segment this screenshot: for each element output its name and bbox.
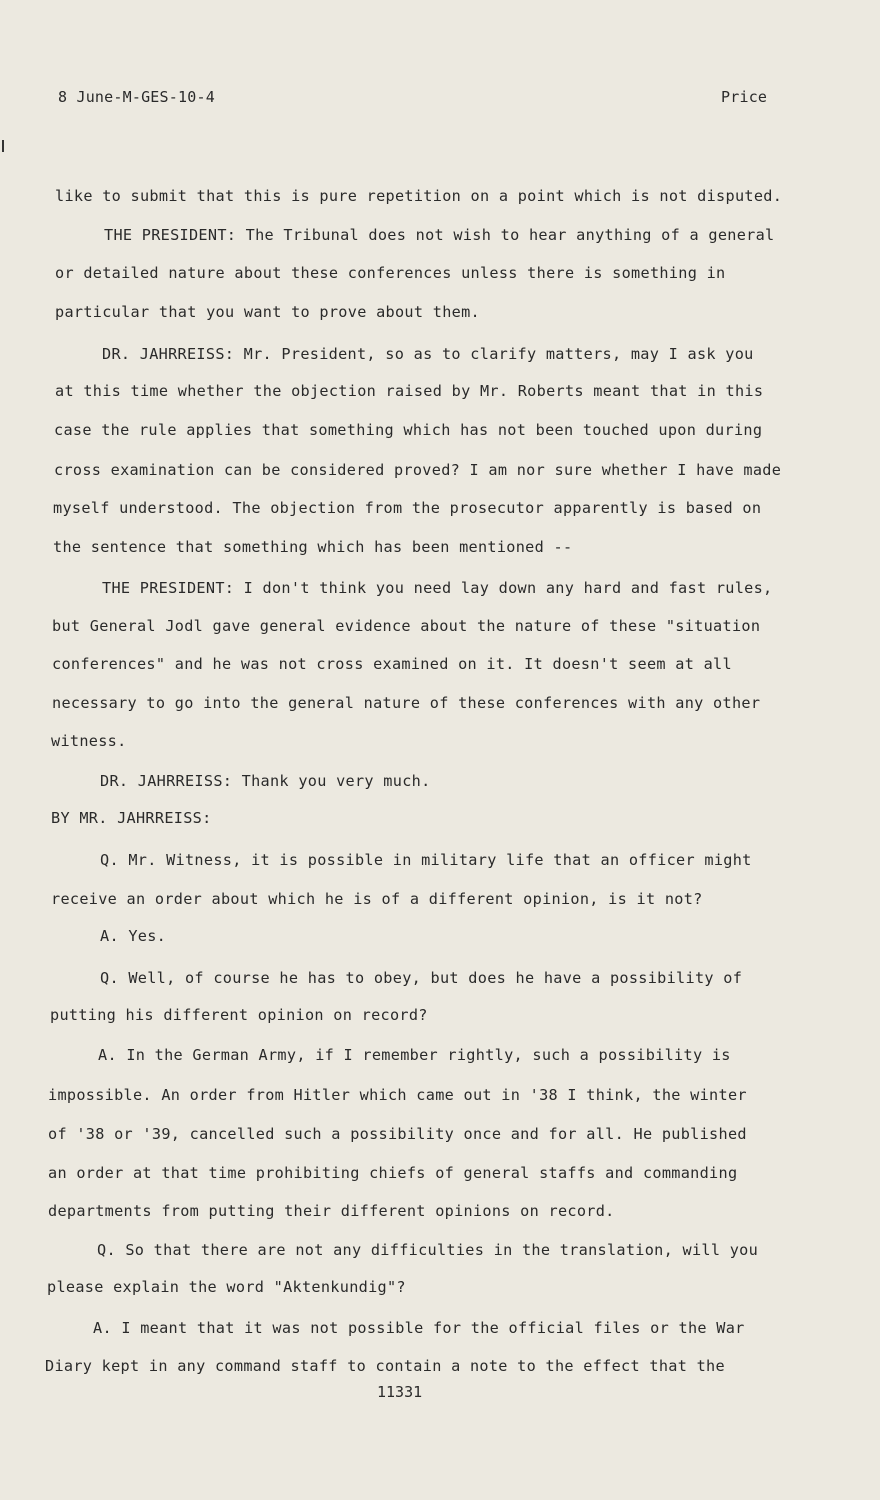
text-line: Q. Well, of course he has to obey, but does he have a possibility of (100, 969, 743, 987)
text-line: A. I meant that it was not possible for the official files or the War (93, 1319, 745, 1337)
text-line: THE PRESIDENT: I don't think you need lay down any hard and fast rules, (102, 579, 773, 597)
text-line: Q. So that there are not any difficulties in the translation, will you (97, 1241, 759, 1259)
page-number: 11331 (377, 1383, 423, 1401)
text-line: impossible. An order from Hitler which came out in '38 I think, the winter (48, 1086, 747, 1104)
margin-mark (2, 140, 4, 152)
text-line: necessary to go into the general nature of these conferences with any other (52, 694, 761, 712)
text-line: receive an order about which he is of a different opinion, is it not? (51, 890, 703, 908)
text-line: DR. JAHRREISS: Mr. President, so as to clarify matters, may I ask you (102, 345, 754, 363)
text-line: BY MR. JAHRREISS: (51, 809, 212, 827)
text-line: particular that you want to prove about them. (55, 303, 480, 321)
text-line: A. Yes. (100, 927, 167, 945)
text-line: witness. (51, 732, 127, 750)
text-line: but General Jodl gave general evidence about the nature of these "situation (52, 617, 761, 635)
text-line: putting his different opinion on record? (50, 1006, 428, 1024)
text-line: of '38 or '39, cancelled such a possibility once and for all. He published (48, 1125, 747, 1143)
header-reference: 8 June-M-GES-10-4 (58, 88, 215, 106)
text-line: case the rule applies that something which has not been touched upon during (54, 421, 763, 439)
text-line: or detailed nature about these conferences unless there is something in (55, 264, 726, 282)
text-line: A. In the German Army, if I remember rightly, such a possibility is (98, 1046, 731, 1064)
text-line: DR. JAHRREISS: Thank you very much. (100, 772, 431, 790)
text-line: cross examination can be considered proved? I am nor sure whether I have made (54, 461, 782, 479)
text-line: Q. Mr. Witness, it is possible in military life that an officer might (100, 851, 752, 869)
header-name: Price (721, 88, 768, 106)
text-line: an order at that time prohibiting chiefs of general staffs and commanding (48, 1164, 738, 1182)
text-line: like to submit that this is pure repetition on a point which is not disputed. (55, 187, 783, 205)
text-line: at this time whether the objection raised by Mr. Roberts meant that in this (55, 382, 764, 400)
text-line: Diary kept in any command staff to contain a note to the effect that the (45, 1357, 725, 1375)
text-line: the sentence that something which has been mentioned -- (53, 538, 573, 556)
text-line: myself understood. The objection from the prosecutor apparently is based on (53, 499, 762, 517)
text-line: THE PRESIDENT: The Tribunal does not wish to hear anything of a general (104, 226, 775, 244)
text-line: conferences" and he was not cross examined on it. It doesn't seem at all (52, 655, 732, 673)
text-line: please explain the word "Aktenkundig"? (47, 1278, 406, 1296)
text-line: departments from putting their different opinions on record. (48, 1202, 615, 1220)
